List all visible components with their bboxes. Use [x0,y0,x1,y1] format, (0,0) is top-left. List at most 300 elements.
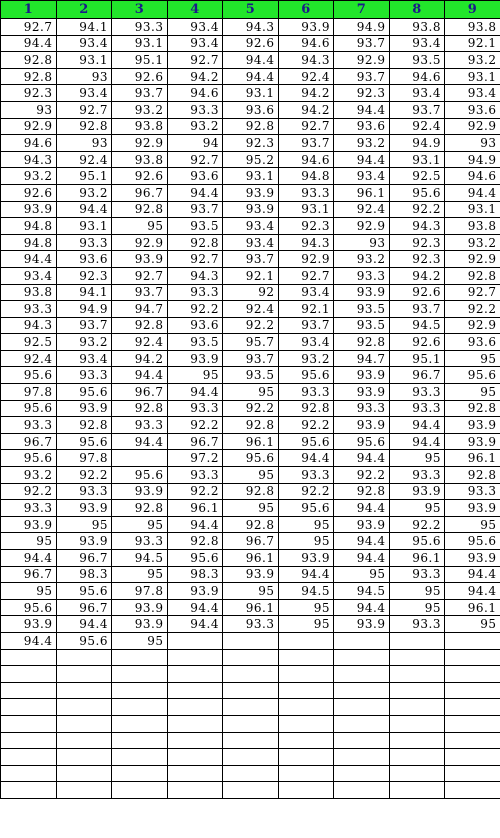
table-cell[interactable]: 92.4 [1,350,57,367]
table-cell[interactable]: 94.6 [278,35,334,52]
table-cell[interactable]: 93.2 [167,118,223,135]
table-cell[interactable] [1,666,57,683]
table-cell[interactable]: 95.6 [56,583,112,600]
table-cell[interactable]: 92.9 [445,251,500,268]
table-cell[interactable]: 96.1 [334,184,390,201]
table-cell[interactable]: 93.7 [112,85,168,102]
table-cell[interactable]: 93.3 [112,533,168,550]
table-cell[interactable]: 93 [334,234,390,251]
table-cell[interactable] [1,715,57,732]
table-cell[interactable]: 92.7 [167,151,223,168]
table-cell[interactable]: 95 [1,533,57,550]
table-cell[interactable]: 93.9 [445,417,500,434]
table-cell[interactable] [334,749,390,766]
table-cell[interactable]: 94.2 [112,350,168,367]
table-cell[interactable]: 93.9 [56,533,112,550]
table-cell[interactable]: 94.9 [334,19,390,36]
table-cell[interactable]: 94.8 [278,168,334,185]
table-cell[interactable]: 93.4 [445,85,500,102]
table-cell[interactable]: 92.8 [445,400,500,417]
table-cell[interactable]: 94.9 [56,301,112,318]
table-cell[interactable]: 95.6 [278,367,334,384]
table-cell[interactable]: 93.9 [56,400,112,417]
table-cell[interactable]: 95 [167,367,223,384]
table-cell[interactable] [1,782,57,799]
table-cell[interactable]: 94.4 [445,184,500,201]
table-cell[interactable]: 95.1 [56,168,112,185]
table-cell[interactable]: 95.6 [56,632,112,649]
table-cell[interactable]: 93.3 [112,417,168,434]
table-cell[interactable]: 93.7 [56,317,112,334]
table-cell[interactable]: 92.2 [445,301,500,318]
table-cell[interactable]: 95 [112,632,168,649]
table-cell[interactable]: 92.3 [1,85,57,102]
table-cell[interactable]: 96.1 [445,450,500,467]
table-cell[interactable]: 92.7 [167,251,223,268]
table-cell[interactable]: 95 [445,350,500,367]
table-cell[interactable]: 94.4 [167,184,223,201]
table-cell[interactable] [56,649,112,666]
table-cell[interactable]: 95.6 [389,533,445,550]
table-cell[interactable] [334,699,390,716]
table-cell[interactable]: 94.7 [112,301,168,318]
column-header-5[interactable]: 5 [223,1,279,19]
table-cell[interactable]: 92.3 [278,218,334,235]
table-cell[interactable]: 93.3 [1,417,57,434]
table-cell[interactable] [56,782,112,799]
table-cell[interactable]: 97.8 [112,583,168,600]
table-cell[interactable]: 92.9 [334,52,390,69]
table-cell[interactable]: 94.5 [112,550,168,567]
table-cell[interactable]: 92.8 [445,467,500,484]
table-cell[interactable]: 92.1 [445,35,500,52]
table-cell[interactable]: 96.7 [112,184,168,201]
table-cell[interactable]: 93.1 [223,85,279,102]
table-cell[interactable]: 92.2 [167,483,223,500]
table-cell[interactable]: 93.7 [223,350,279,367]
table-cell[interactable]: 93.1 [56,218,112,235]
table-cell[interactable] [334,632,390,649]
table-cell[interactable]: 92.5 [389,168,445,185]
table-cell[interactable]: 92.4 [334,201,390,218]
table-cell[interactable]: 94.3 [223,19,279,36]
table-cell[interactable]: 95 [112,516,168,533]
table-cell[interactable]: 92.8 [278,400,334,417]
table-cell[interactable]: 93.2 [445,52,500,69]
table-cell[interactable]: 93.1 [56,52,112,69]
table-cell[interactable] [223,699,279,716]
table-cell[interactable]: 93.9 [167,350,223,367]
table-cell[interactable]: 95.6 [56,384,112,401]
table-cell[interactable]: 92.8 [334,334,390,351]
table-cell[interactable] [112,782,168,799]
table-cell[interactable]: 93.6 [223,101,279,118]
table-cell[interactable] [112,450,168,467]
table-cell[interactable]: 96.7 [112,384,168,401]
table-cell[interactable]: 95.7 [223,334,279,351]
table-cell[interactable] [1,765,57,782]
table-cell[interactable]: 94.4 [167,616,223,633]
table-cell[interactable] [56,715,112,732]
table-cell[interactable] [389,732,445,749]
table-cell[interactable]: 97.2 [167,450,223,467]
table-cell[interactable]: 93.2 [445,234,500,251]
table-cell[interactable] [223,666,279,683]
table-cell[interactable]: 95 [112,218,168,235]
table-cell[interactable]: 93.3 [167,467,223,484]
table-cell[interactable]: 93.3 [445,483,500,500]
table-cell[interactable]: 92.4 [56,151,112,168]
table-cell[interactable]: 95.6 [223,450,279,467]
table-cell[interactable]: 93.4 [334,168,390,185]
table-cell[interactable]: 93.9 [1,616,57,633]
table-cell[interactable]: 94.2 [167,68,223,85]
table-cell[interactable] [445,732,500,749]
table-cell[interactable]: 93.5 [167,218,223,235]
table-cell[interactable] [445,682,500,699]
table-cell[interactable] [112,732,168,749]
table-cell[interactable]: 93.7 [278,135,334,152]
table-cell[interactable]: 92.1 [223,267,279,284]
table-cell[interactable]: 92.3 [56,267,112,284]
table-cell[interactable]: 94.4 [1,251,57,268]
table-cell[interactable]: 93.7 [389,301,445,318]
column-header-3[interactable]: 3 [112,1,168,19]
table-cell[interactable]: 95.6 [1,367,57,384]
table-cell[interactable] [334,715,390,732]
table-cell[interactable]: 92.8 [56,118,112,135]
table-cell[interactable]: 94.1 [56,19,112,36]
table-cell[interactable] [278,715,334,732]
table-cell[interactable]: 92.9 [334,218,390,235]
table-cell[interactable]: 93.1 [278,201,334,218]
table-cell[interactable]: 93.8 [112,118,168,135]
table-cell[interactable]: 95.6 [1,450,57,467]
table-cell[interactable]: 92.8 [112,201,168,218]
table-cell[interactable]: 92.8 [223,118,279,135]
table-cell[interactable] [278,732,334,749]
table-cell[interactable] [223,632,279,649]
table-cell[interactable]: 93.3 [112,19,168,36]
table-cell[interactable]: 93.7 [334,35,390,52]
table-cell[interactable]: 94.4 [334,450,390,467]
table-cell[interactable] [278,765,334,782]
table-cell[interactable]: 93.8 [112,151,168,168]
table-cell[interactable]: 93.3 [389,566,445,583]
table-cell[interactable]: 94.4 [1,35,57,52]
table-cell[interactable]: 95 [278,616,334,633]
table-cell[interactable] [278,749,334,766]
table-cell[interactable] [278,699,334,716]
table-cell[interactable]: 92.2 [389,516,445,533]
table-cell[interactable]: 95 [56,516,112,533]
table-cell[interactable]: 92.2 [56,467,112,484]
table-cell[interactable] [389,632,445,649]
column-header-8[interactable]: 8 [389,1,445,19]
table-cell[interactable]: 95.6 [1,599,57,616]
table-cell[interactable]: 96.7 [223,533,279,550]
table-cell[interactable]: 93 [1,101,57,118]
table-cell[interactable] [445,782,500,799]
table-cell[interactable]: 94.4 [334,151,390,168]
table-cell[interactable]: 96.1 [389,550,445,567]
table-cell[interactable] [389,749,445,766]
table-cell[interactable]: 93.2 [278,350,334,367]
table-cell[interactable] [278,782,334,799]
table-cell[interactable]: 92.2 [1,483,57,500]
table-cell[interactable]: 95.6 [167,550,223,567]
table-cell[interactable] [389,782,445,799]
table-cell[interactable]: 96.7 [167,433,223,450]
table-cell[interactable]: 92.9 [112,234,168,251]
column-header-4[interactable]: 4 [167,1,223,19]
table-cell[interactable] [112,699,168,716]
table-cell[interactable]: 92.7 [278,267,334,284]
table-cell[interactable] [56,749,112,766]
table-cell[interactable]: 96.1 [223,550,279,567]
table-cell[interactable]: 94.8 [1,234,57,251]
table-cell[interactable] [56,765,112,782]
table-cell[interactable]: 92.9 [1,118,57,135]
table-cell[interactable] [223,715,279,732]
table-cell[interactable] [223,732,279,749]
table-cell[interactable]: 93.5 [334,317,390,334]
table-cell[interactable]: 93.9 [334,367,390,384]
table-cell[interactable] [389,699,445,716]
table-cell[interactable] [389,765,445,782]
table-cell[interactable]: 92.9 [112,135,168,152]
table-cell[interactable]: 94.4 [56,201,112,218]
table-cell[interactable]: 95 [223,467,279,484]
table-cell[interactable]: 94.4 [167,599,223,616]
table-cell[interactable]: 92.2 [334,467,390,484]
table-cell[interactable]: 92.6 [223,35,279,52]
table-cell[interactable]: 93.9 [334,616,390,633]
table-cell[interactable]: 94.4 [334,599,390,616]
table-cell[interactable]: 93.3 [56,367,112,384]
table-cell[interactable]: 93.7 [334,68,390,85]
column-header-6[interactable]: 6 [278,1,334,19]
table-cell[interactable]: 93.9 [1,516,57,533]
table-cell[interactable] [389,682,445,699]
table-cell[interactable]: 92.9 [278,251,334,268]
table-cell[interactable]: 94.3 [278,52,334,69]
table-cell[interactable]: 93.1 [445,68,500,85]
table-cell[interactable]: 93.3 [167,400,223,417]
table-cell[interactable]: 92.8 [223,417,279,434]
table-cell[interactable] [56,732,112,749]
table-cell[interactable] [389,715,445,732]
table-cell[interactable] [223,782,279,799]
table-cell[interactable]: 94.4 [389,433,445,450]
table-cell[interactable]: 95.6 [112,467,168,484]
table-cell[interactable]: 94.4 [112,367,168,384]
table-cell[interactable]: 93.9 [112,616,168,633]
table-cell[interactable]: 94.3 [389,218,445,235]
table-cell[interactable]: 94.2 [278,101,334,118]
table-cell[interactable] [1,699,57,716]
table-cell[interactable]: 92.2 [389,201,445,218]
table-cell[interactable]: 93.9 [223,184,279,201]
table-cell[interactable] [445,765,500,782]
table-cell[interactable]: 93.1 [389,151,445,168]
table-cell[interactable]: 92.7 [112,267,168,284]
table-cell[interactable]: 98.3 [56,566,112,583]
table-cell[interactable]: 94.4 [167,384,223,401]
table-cell[interactable]: 93.7 [112,284,168,301]
table-cell[interactable]: 95.1 [389,350,445,367]
table-cell[interactable] [389,649,445,666]
table-cell[interactable]: 94.3 [278,234,334,251]
table-cell[interactable]: 95 [278,516,334,533]
table-cell[interactable]: 92.3 [223,135,279,152]
table-cell[interactable]: 93.9 [112,483,168,500]
table-cell[interactable]: 94.5 [334,583,390,600]
table-cell[interactable]: 94.3 [1,151,57,168]
table-cell[interactable]: 93.3 [167,284,223,301]
table-cell[interactable] [445,749,500,766]
table-cell[interactable]: 92.2 [167,417,223,434]
table-cell[interactable] [445,715,500,732]
table-cell[interactable]: 95 [445,616,500,633]
table-cell[interactable]: 93.8 [1,284,57,301]
table-cell[interactable]: 92.7 [56,101,112,118]
table-cell[interactable]: 95 [389,450,445,467]
table-cell[interactable] [167,682,223,699]
table-cell[interactable]: 92.4 [389,118,445,135]
table-cell[interactable]: 93.6 [445,334,500,351]
table-cell[interactable]: 93.3 [334,267,390,284]
table-cell[interactable] [278,649,334,666]
table-cell[interactable]: 94.6 [445,168,500,185]
table-cell[interactable]: 94.2 [389,267,445,284]
table-cell[interactable]: 92.7 [278,118,334,135]
table-cell[interactable]: 93.4 [278,284,334,301]
table-cell[interactable] [223,749,279,766]
table-cell[interactable] [334,682,390,699]
table-cell[interactable]: 96.1 [223,433,279,450]
table-cell[interactable]: 93.2 [112,101,168,118]
table-cell[interactable]: 93.9 [56,500,112,517]
table-cell[interactable]: 92.8 [112,400,168,417]
table-cell[interactable] [56,699,112,716]
table-cell[interactable]: 95 [389,583,445,600]
table-cell[interactable] [445,649,500,666]
table-cell[interactable] [112,765,168,782]
table-cell[interactable]: 93.3 [1,500,57,517]
table-cell[interactable]: 92.8 [1,52,57,69]
table-cell[interactable]: 96.7 [56,550,112,567]
table-cell[interactable]: 92.6 [389,284,445,301]
table-cell[interactable]: 92.8 [223,516,279,533]
table-cell[interactable]: 93.9 [278,19,334,36]
table-cell[interactable]: 92.3 [334,85,390,102]
table-cell[interactable]: 94.4 [1,632,57,649]
table-cell[interactable]: 92.7 [1,19,57,36]
table-cell[interactable] [56,666,112,683]
table-cell[interactable]: 93.7 [389,101,445,118]
table-cell[interactable]: 95 [112,566,168,583]
table-cell[interactable]: 95.6 [389,184,445,201]
table-cell[interactable] [1,682,57,699]
table-cell[interactable]: 95.2 [223,151,279,168]
table-cell[interactable]: 93.9 [389,483,445,500]
table-cell[interactable]: 92.4 [223,301,279,318]
table-cell[interactable]: 95 [445,384,500,401]
table-cell[interactable]: 93.3 [1,301,57,318]
table-cell[interactable] [334,782,390,799]
table-cell[interactable]: 94.4 [223,52,279,69]
table-cell[interactable] [112,649,168,666]
table-cell[interactable]: 93.5 [389,52,445,69]
table-cell[interactable]: 96.1 [445,599,500,616]
table-cell[interactable] [1,732,57,749]
table-cell[interactable]: 96.1 [223,599,279,616]
table-cell[interactable]: 93.9 [167,583,223,600]
table-cell[interactable] [278,682,334,699]
table-cell[interactable]: 93.6 [167,168,223,185]
table-cell[interactable]: 92.6 [112,168,168,185]
table-cell[interactable]: 93.1 [112,35,168,52]
table-cell[interactable]: 94.9 [389,135,445,152]
table-cell[interactable]: 93.4 [167,35,223,52]
table-cell[interactable]: 94.4 [389,417,445,434]
column-header-9[interactable]: 9 [445,1,500,19]
table-cell[interactable]: 93.2 [56,184,112,201]
table-cell[interactable]: 96.7 [1,566,57,583]
table-cell[interactable]: 95 [223,384,279,401]
table-cell[interactable]: 93.9 [112,599,168,616]
table-cell[interactable]: 92.8 [112,317,168,334]
table-cell[interactable] [112,749,168,766]
table-cell[interactable] [389,666,445,683]
table-cell[interactable]: 93.6 [334,118,390,135]
table-cell[interactable]: 93.4 [56,350,112,367]
table-cell[interactable]: 96.7 [389,367,445,384]
table-cell[interactable]: 93 [56,68,112,85]
table-cell[interactable] [223,682,279,699]
table-cell[interactable]: 93.3 [223,616,279,633]
table-cell[interactable] [167,699,223,716]
table-cell[interactable]: 95.6 [278,500,334,517]
table-cell[interactable] [167,732,223,749]
table-cell[interactable]: 94.2 [278,85,334,102]
table-cell[interactable]: 93.3 [278,184,334,201]
table-cell[interactable]: 93.5 [223,367,279,384]
table-cell[interactable] [167,666,223,683]
table-cell[interactable]: 93.3 [389,400,445,417]
table-cell[interactable] [112,666,168,683]
table-cell[interactable]: 92.1 [278,301,334,318]
table-cell[interactable]: 95.6 [278,433,334,450]
table-cell[interactable] [167,715,223,732]
table-cell[interactable]: 94.4 [278,566,334,583]
table-cell[interactable]: 94.4 [334,533,390,550]
table-cell[interactable]: 95.6 [334,433,390,450]
table-cell[interactable]: 93.3 [56,234,112,251]
table-cell[interactable]: 94.4 [334,500,390,517]
table-cell[interactable]: 94.5 [389,317,445,334]
table-cell[interactable]: 95 [223,500,279,517]
table-cell[interactable]: 93.7 [223,251,279,268]
table-cell[interactable] [112,682,168,699]
table-cell[interactable] [334,765,390,782]
table-cell[interactable]: 93.4 [389,85,445,102]
table-cell[interactable]: 92.8 [1,68,57,85]
table-cell[interactable]: 93.3 [334,400,390,417]
table-cell[interactable]: 93.2 [334,135,390,152]
table-cell[interactable]: 92.8 [334,483,390,500]
